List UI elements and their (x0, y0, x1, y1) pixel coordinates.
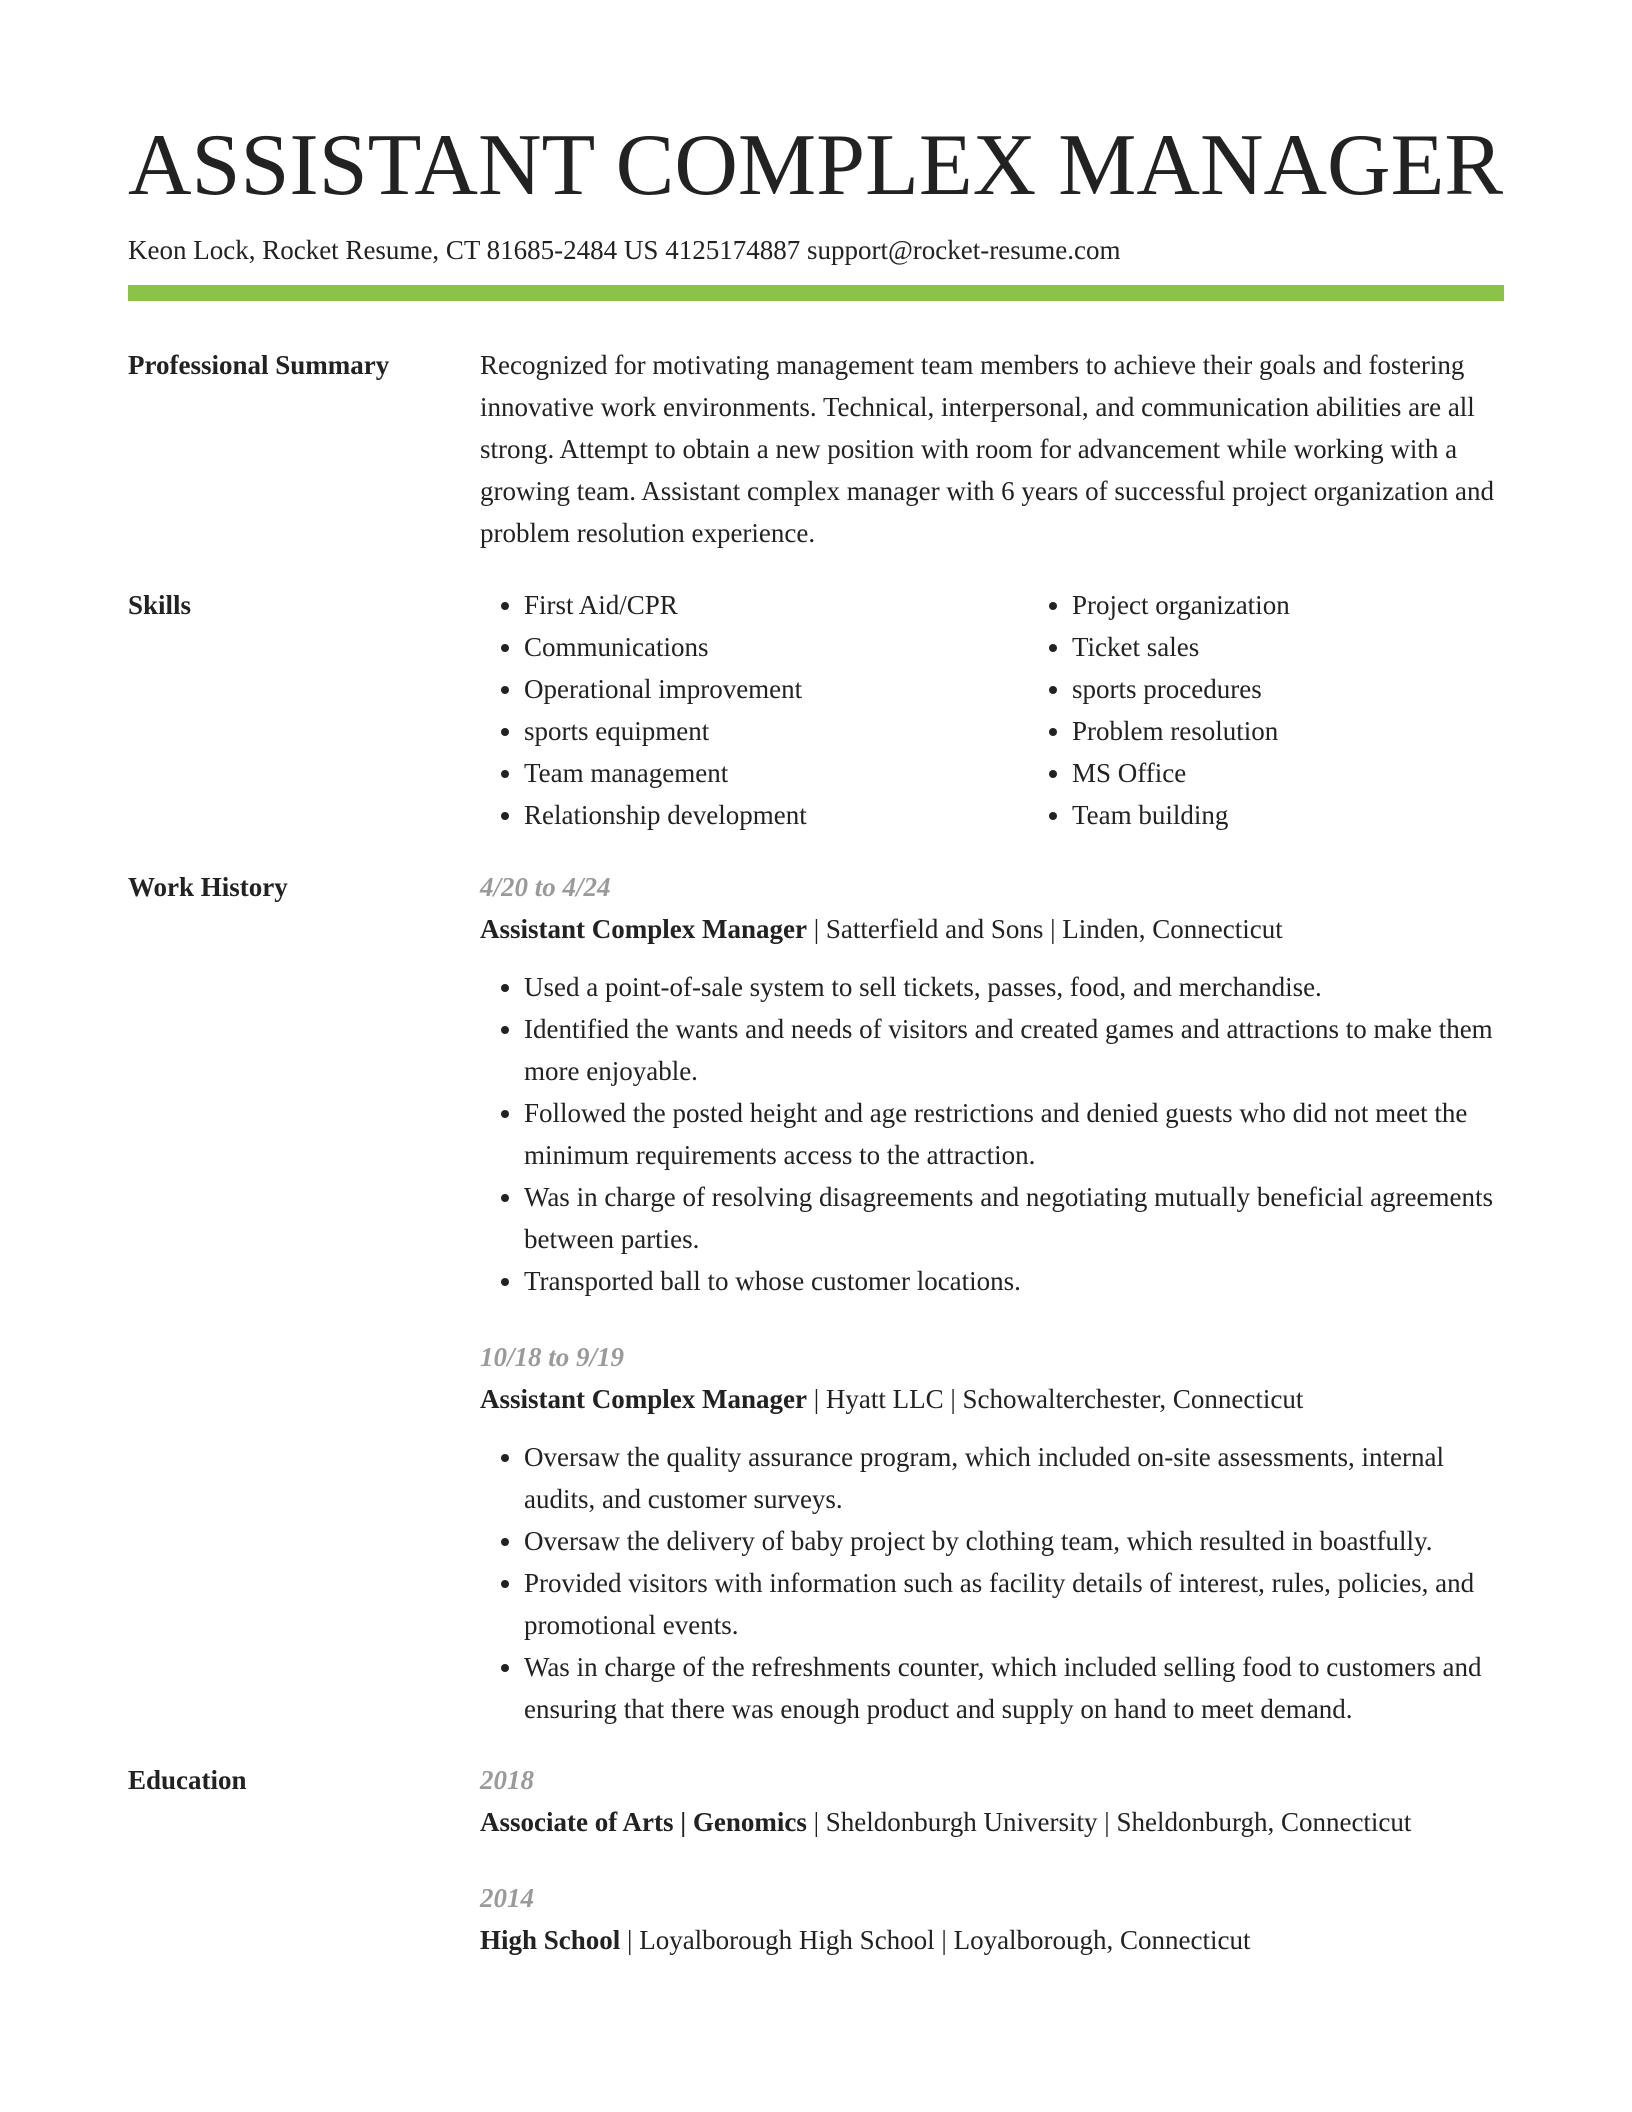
job-bullet: • Oversaw the delivery of baby project by clothing team, which resulted in boastfully. (524, 1520, 1504, 1562)
skill-item: • Operational improvement (524, 668, 984, 710)
education-entry (480, 1759, 1504, 1843)
job-details: | Satterfield and Sons | Linden, Connecticut (806, 914, 1283, 944)
job-bullet: • Was in charge of resolving disagreements and negotiating mutually beneficial agreements between parties. (524, 1176, 1504, 1260)
job-details: | Hyatt LLC | Schowalterchester, Connecticut (806, 1384, 1304, 1414)
education-degree: High School (480, 1925, 621, 1955)
job-title: Assistant Complex Manager (480, 1384, 807, 1414)
skill-item: • Team management (524, 752, 984, 794)
summary-heading: Professional Summary (128, 350, 390, 380)
job-entry (480, 1336, 1504, 1730)
job-bullet: • Oversaw the quality assurance program, which included on-site assessments, internal audits, and customer surveys. (524, 1436, 1504, 1520)
summary-content (480, 344, 1504, 554)
job-bullet: • Transported ball to whose customer locations. (524, 1260, 1504, 1302)
education-line (480, 1801, 1504, 1843)
skill-item: • Communications (524, 626, 984, 668)
work-history-heading: Work History (128, 872, 288, 902)
job-bullet: • Provided visitors with information such as facility details of interest, rules, policies, and promotional events. (524, 1562, 1504, 1646)
accent-divider (128, 285, 1504, 301)
job-dates: 10/18 to 9/19 (480, 1342, 625, 1372)
job-bullets (480, 966, 1504, 1302)
education-year: 2014 (480, 1883, 534, 1913)
education-year: 2018 (480, 1765, 534, 1795)
job-bullet: • Followed the posted height and age restrictions and denied guests who did not meet the minimum requirements access to the attraction. (524, 1092, 1504, 1176)
job-bullet: • Was in charge of the refreshments counter, which included selling food to customers and ensuring that there was enough product and supply on hand to meet demand. (524, 1646, 1504, 1730)
skill-item: • Ticket sales (1072, 626, 1532, 668)
education-content (480, 1759, 1504, 1961)
skills-list-right (1028, 584, 1532, 836)
education-line (480, 1919, 1504, 1961)
education-details: | Loyalborough High School | Loyalborough, Connecticut (620, 1925, 1251, 1955)
skill-item: • Team building (1072, 794, 1532, 836)
resume-title: ASSISTANT COMPLEX MANAGER (128, 117, 1504, 214)
job-entry (480, 866, 1504, 1302)
job-bullet: • Identified the wants and needs of visitors and created games and attractions to make them more enjoyable. (524, 1008, 1504, 1092)
skill-item: • Problem resolution (1072, 710, 1532, 752)
contact-line: Keon Lock, Rocket Resume, CT 81685-2484 US 4125174887 support@rocket-resume.com (128, 235, 1121, 265)
skill-item: • First Aid/CPR (524, 584, 984, 626)
skills-list-left (480, 584, 984, 836)
job-role-line (480, 1378, 1504, 1420)
education-details: | Sheldonburgh University | Sheldonburgh, Connecticut (806, 1807, 1412, 1837)
skill-item: • sports procedures (1072, 668, 1532, 710)
education-heading: Education (128, 1765, 247, 1795)
skill-item: • Project organization (1072, 584, 1532, 626)
summary-text: Recognized for motivating management team members to achieve their goals and fostering innovative work environments. Technical, interpersonal, and communication abilities are all strong. Attempt to obtain a new position with room for advancement while working with a growing team. Assistant complex manager with 6 years of successful project organization and problem resolution experience. (480, 350, 1494, 548)
job-role-line (480, 908, 1504, 950)
work-history-content (480, 866, 1504, 1730)
job-bullet: • Used a point-of-sale system to sell tickets, passes, food, and merchandise. (524, 966, 1504, 1008)
skill-item: • Relationship development (524, 794, 984, 836)
skills-heading: Skills (128, 590, 192, 620)
education-degree: Associate of Arts | Genomics (480, 1807, 807, 1837)
job-title: Assistant Complex Manager (480, 914, 807, 944)
skill-item: • MS Office (1072, 752, 1532, 794)
job-bullets (480, 1436, 1504, 1730)
job-dates: 4/20 to 4/24 (480, 872, 611, 902)
education-entry (480, 1877, 1504, 1961)
skill-item: • sports equipment (524, 710, 984, 752)
skills-columns (480, 584, 1504, 836)
